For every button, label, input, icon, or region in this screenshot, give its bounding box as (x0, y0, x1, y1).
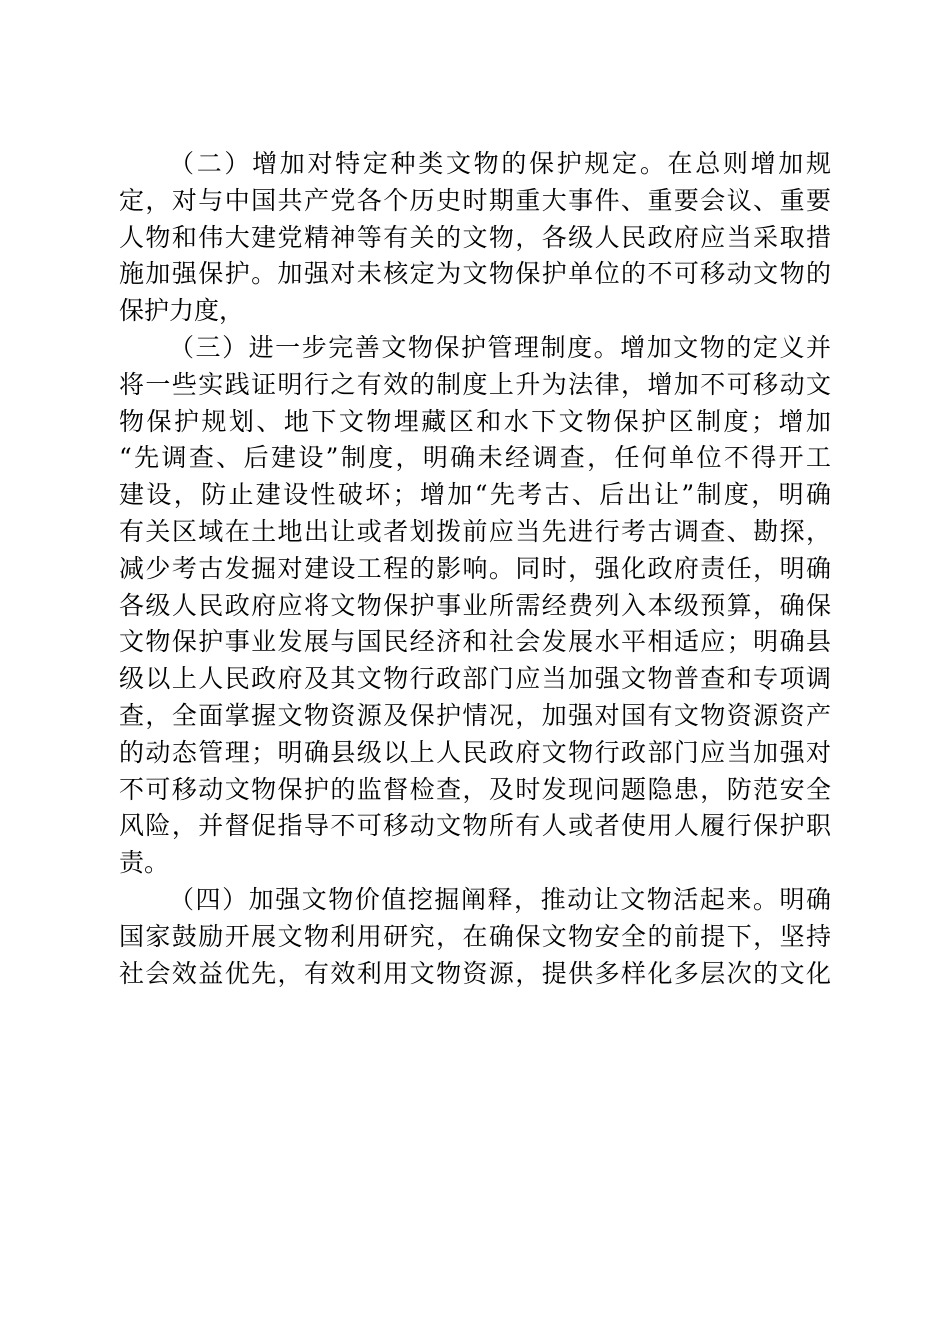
paragraph-3 (119, 330, 831, 882)
paragraph-line: 将一些实践证明行之有效的制度上升为法律，增加不可移动文 (119, 369, 831, 399)
body-text (119, 146, 831, 992)
paragraph-line: 风险，并督促指导不可移动文物所有人或者使用人履行保护职 (119, 811, 831, 841)
paragraph-line: 的动态管理；明确县级以上人民政府文物行政部门应当加强对 (119, 737, 831, 767)
paragraph-line: （三）进一步完善文物保护管理制度。增加文物的定义并 (169, 332, 831, 362)
paragraph-line: 级以上人民政府及其文物行政部门应当加强文物普查和专项调 (119, 664, 831, 694)
paragraph-line: 物保护规划、地下文物埋藏区和水下文物保护区制度；增加 (119, 406, 831, 436)
paragraph-line: 社会效益优先，有效利用文物资源，提供多样化多层次的文化 (119, 958, 831, 988)
paragraph-line: 查，全面掌握文物资源及保护情况，加强对国有文物资源资产 (119, 700, 831, 730)
paragraph-line: 减少考古发掘对建设工程的影响。同时，强化政府责任，明确 (119, 553, 831, 583)
paragraph-line: （二）增加对特定种类文物的保护规定。在总则增加规 (169, 149, 831, 178)
paragraph-line: 责。 (119, 848, 170, 878)
paragraph-line: 有关区域在土地出让或者划拨前应当先进行考古调查、勘探， (119, 516, 831, 546)
paragraph-line: 定，对与中国共产党各个历史时期重大事件、重要会议、重要 (119, 185, 831, 215)
paragraph-line: 国家鼓励开展文物利用研究，在确保文物安全的前提下，坚持 (119, 921, 831, 951)
paragraph-line: 不可移动文物保护的监督检查，及时发现问题隐患，防范安全 (119, 774, 831, 804)
paragraph-line: 建设，防止建设性破坏；增加“先考古、后出让”制度，明确 (119, 480, 831, 510)
paragraph-line: 文物保护事业发展与国民经济和社会发展水平相适应；明确县 (119, 627, 831, 657)
paragraph-line: （四）加强文物价值挖掘阐释，推动让文物活起来。明确 (169, 884, 831, 914)
paragraph-line: 各级人民政府应将文物保护事业所需经费列入本级预算，确保 (119, 590, 831, 620)
paragraph-line: “先调查、后建设”制度，明确未经调查，任何单位不得开工 (119, 443, 831, 473)
paragraph-line: 施加强保护。加强对未核定为文物保护单位的不可移动文物的 (119, 259, 831, 289)
paragraph-line: 保护力度， (119, 296, 245, 326)
paragraph-2 (119, 146, 831, 330)
paragraph-line: 人物和伟大建党精神等有关的文物，各级人民政府应当采取措 (119, 222, 831, 252)
paragraph-4 (119, 882, 831, 992)
